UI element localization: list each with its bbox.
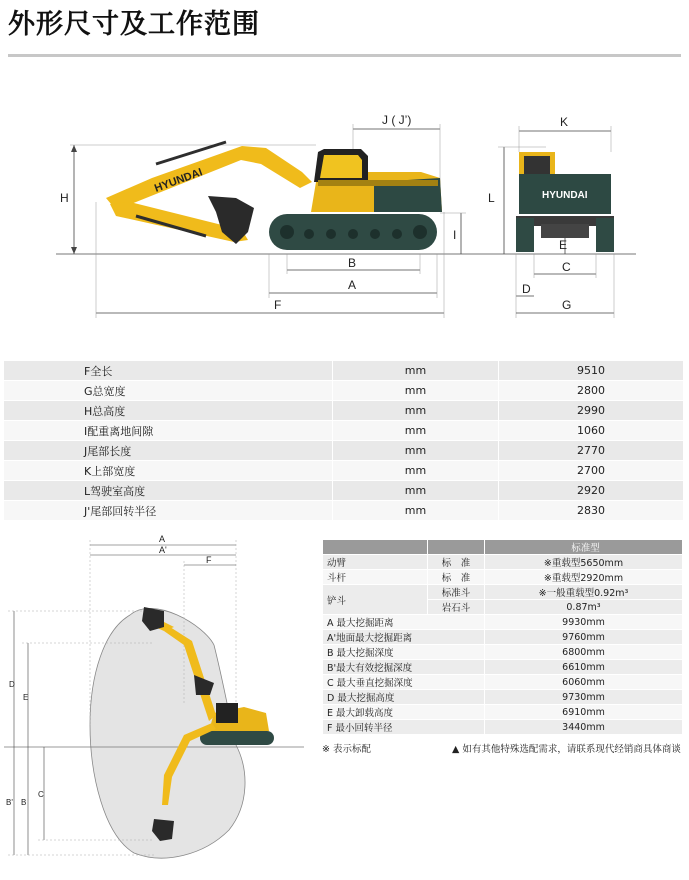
table-row: E 最大卸载高度 6910mm: [323, 705, 683, 720]
range-label-E: E: [23, 693, 29, 702]
label-B: B: [348, 256, 357, 270]
table-row: F全长 mm 9510: [4, 361, 683, 381]
excavator-side-view-diagram: [56, 112, 516, 322]
table-row: L驾驶室高度 mm 2920: [4, 481, 683, 501]
table-row: A'地面最大挖掘距离 9760mm: [323, 630, 683, 645]
label-D: D: [522, 282, 531, 296]
range-label-D: D: [9, 680, 15, 689]
range-label-B: B: [21, 798, 27, 807]
label-H: H: [60, 191, 69, 205]
label-L: L: [488, 191, 495, 205]
table-row: H总高度 mm 2990: [4, 401, 683, 421]
range-label-A2: A': [159, 545, 167, 555]
range-label-B2: B': [6, 798, 13, 807]
table-row: 岩石斗 0.87m³: [323, 600, 683, 615]
table-row: B'最大有效挖掘深度 6610mm: [323, 660, 683, 675]
table-row: 动臂 标 准 ※重载型5650mm: [323, 555, 683, 570]
range-label-C: C: [38, 790, 44, 799]
working-range-diagram: [4, 535, 304, 870]
label-A: A: [348, 278, 357, 292]
table-row: F 最小回转半径 3440mm: [323, 720, 683, 735]
page-title: 外形尺寸及工作范围: [8, 9, 260, 40]
label-I: I: [453, 228, 457, 242]
table-row: 铲斗 标准斗 ※一般重载型0.92m³: [323, 585, 683, 600]
table-row: C 最大垂直挖掘深度 6060mm: [323, 675, 683, 690]
table-row: 斗杆 标 准 ※重载型2920mm: [323, 570, 683, 585]
dimension-table: [4, 361, 683, 521]
label-K: K: [560, 115, 569, 129]
table-row: G总宽度 mm 2800: [4, 381, 683, 401]
table-row: I配重离地间隙 mm 1060: [4, 421, 683, 441]
table-row: B 最大挖掘深度 6800mm: [323, 645, 683, 660]
table-row: J'尾部回转半径 mm 2830: [4, 501, 683, 521]
label-G: G: [562, 298, 572, 312]
label-C: C: [562, 260, 571, 274]
range-label-A: A: [159, 535, 166, 544]
table-row: D 最大挖掘高度 9730mm: [323, 690, 683, 705]
working-range-table: [322, 540, 682, 735]
label-J: J ( J’): [382, 113, 412, 127]
table-row: J尾部长度 mm 2770: [4, 441, 683, 461]
table-header-standard: 标准型: [485, 540, 683, 555]
note-options: ▲ 如有其他特殊选配需求，请联系现代经销商具体商谈: [452, 744, 681, 755]
table-row: K上部宽度 mm 2700: [4, 461, 683, 481]
table-row: A 最大挖掘距离 9930mm: [323, 615, 683, 630]
front-brand-text: HYUNDAI: [542, 190, 588, 201]
note-standard: ※ 表示标配: [322, 744, 371, 755]
label-F: F: [274, 298, 282, 312]
boom-brand-text: HYUNDAI: [152, 166, 205, 195]
excavator-front-view-diagram: [486, 112, 636, 322]
label-E: E: [559, 238, 568, 252]
range-label-F: F: [206, 555, 212, 565]
title-divider: [8, 54, 681, 57]
